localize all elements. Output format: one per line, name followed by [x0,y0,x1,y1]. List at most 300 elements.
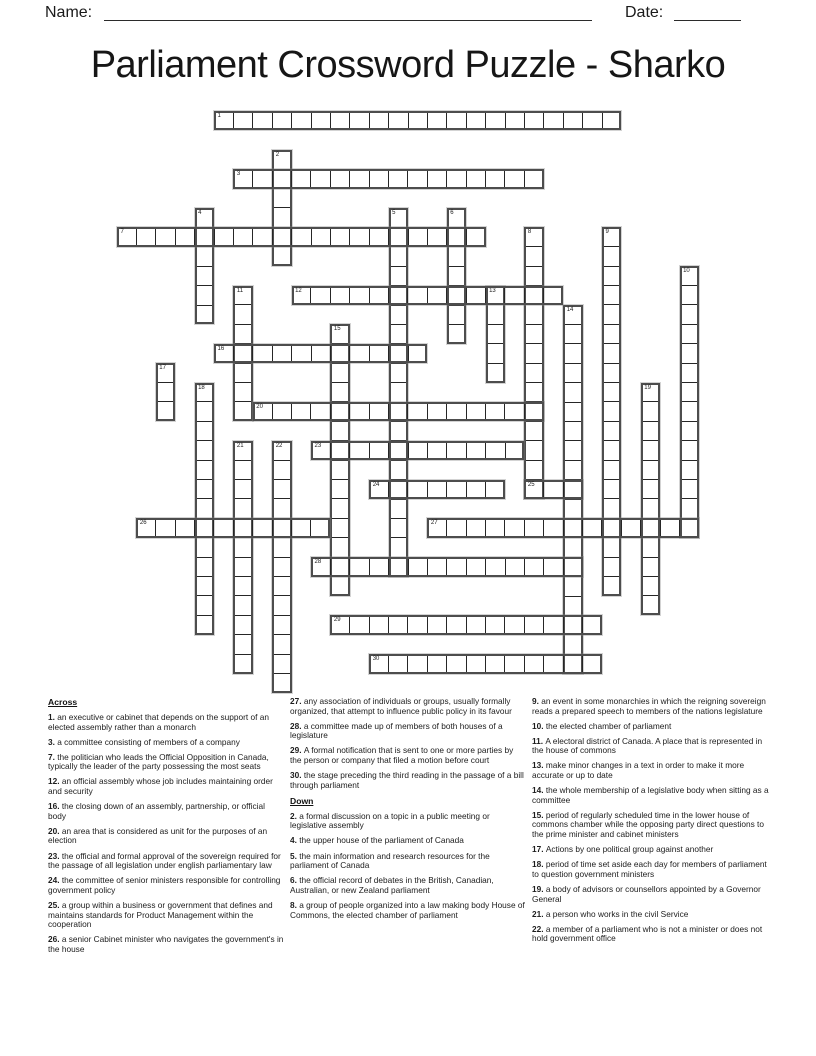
cell-divider [391,537,406,538]
cell-number: 1 [217,113,221,119]
cell-divider [543,520,544,535]
cell-divider [524,113,525,128]
cell-divider [274,576,289,577]
cell-divider [543,656,544,671]
cell-number: 16 [217,345,225,352]
cell-divider [565,402,580,403]
cell-divider [233,346,234,361]
clue-number: 3. [48,736,58,747]
cell-divider [524,656,525,671]
word-20-across[interactable] [253,402,544,421]
clue-16-across: 16. the closing down of an assembly, partnership, or official body [48,801,265,821]
clue-number: 1. [48,712,58,722]
cell-divider [155,229,156,244]
cell-divider [332,479,347,480]
cell-number: 26 [139,520,147,527]
across-heading: Across [48,697,78,707]
cell-divider [604,343,619,344]
cell-divider [427,559,428,574]
cell-divider [330,113,331,128]
cell-divider [543,482,544,497]
cell-divider [235,304,250,305]
cell-divider [407,171,408,186]
cell-divider [682,285,697,286]
cell-divider [446,288,447,303]
cell-divider [466,443,467,458]
word-2-down[interactable] [272,150,291,266]
cell-divider [582,656,583,671]
cell-divider [604,479,619,480]
cell-divider [407,288,408,303]
cell-divider [449,266,464,267]
cell-divider [388,559,389,574]
cell-divider [543,559,544,574]
clue-22-down: 22. a member of a parliament who is not a minister or does not hold government office [532,923,763,944]
cell-divider [524,404,525,419]
clue-number: 22. [532,923,546,934]
word-26-across[interactable] [136,518,330,537]
clue-number: 18. [532,859,546,870]
cell-divider [408,229,409,244]
cell-divider [466,617,467,632]
cell-divider [252,520,253,535]
cell-divider [427,482,428,497]
cell-divider [252,171,253,186]
cell-number: 23 [314,442,322,449]
cell-number: 21 [236,442,244,449]
cell-divider [291,404,292,419]
clue-15-down: 15. period of regularly scheduled time in the lower house of commons chamber while the opposing party direct questions to the prime minister and cabinet ministers [532,809,764,840]
cell-divider [388,443,389,458]
clue-23-across: 23. the official and formal approval of the sovereign required for the passage of all legislation under english parliamentary law [48,850,281,871]
cell-divider [563,656,564,671]
cell-divider [565,363,580,364]
cell-divider [485,656,486,671]
cell-number: 19 [644,384,651,391]
cell-divider [604,363,619,364]
cell-divider [505,113,506,128]
cell-divider [565,421,580,422]
cell-divider [526,363,541,364]
clue-18-down: 18. period of time set aside each day for members of parliament to question government ministers [532,859,767,879]
cell-number: 14 [566,307,574,313]
cell-divider [466,482,467,497]
cell-divider [369,617,370,632]
cell-divider [407,482,408,497]
cell-divider [604,421,619,422]
cell-number: 12 [295,287,302,294]
word-17-down[interactable] [156,363,175,421]
cell-divider [485,559,486,574]
cell-divider [485,171,486,186]
cell-divider [543,113,544,128]
cell-divider [158,401,173,402]
clue-13-down: 13. make minor changes in a text in order to make it more accurate or up to date [532,760,745,781]
cell-divider [349,171,350,186]
cell-divider [369,113,370,128]
word-24-across[interactable] [369,480,505,499]
clue-2-down: 2. a formal discussion on a topic in a public meeting or legislative assembly [290,810,490,831]
clue-number: 7. [48,751,58,762]
cell-divider [252,113,253,128]
cell-divider [643,401,658,402]
cell-divider [235,576,250,577]
clue-19-down: 19. a body of advisors or counsellors appointed by a Governor General [532,883,761,904]
cell-divider [235,479,250,480]
cell-divider [274,557,289,558]
cell-divider [349,229,350,244]
cell-divider [272,520,273,535]
word-30-across[interactable] [369,654,602,673]
cell-divider [369,559,370,574]
cell-divider [197,595,212,596]
clue-number: 17. [532,844,546,855]
cell-divider [272,346,273,361]
cell-divider [332,537,347,538]
cell-divider [194,520,195,535]
clue-8-down: 8. a group of people organized into a law making body House of Commons, the elected chamber of parliament [290,899,525,920]
cell-divider [274,673,289,674]
cell-divider [388,404,389,419]
clue-number: 9. [532,696,542,706]
cell-divider [563,520,564,535]
word-15-down[interactable] [330,324,349,596]
cell-divider [158,382,173,383]
clue-number: 21. [532,908,546,919]
cell-divider [349,404,350,419]
cell-divider [466,520,467,535]
cell-divider [197,401,212,402]
cell-divider [565,343,580,344]
cell-divider [488,324,503,325]
clue-11-down: 11. A electoral district of Canada. A place that is represented in the house of commons [532,735,763,756]
cell-divider [427,288,428,303]
cell-divider [446,404,447,419]
word-19-down[interactable] [641,383,660,616]
cell-divider [274,479,289,480]
cell-divider [543,617,544,632]
clue-number: 24. [48,875,62,886]
cell-divider [235,498,250,499]
cell-divider [332,518,347,519]
clue-number: 11. [532,735,546,746]
cell-divider [565,440,580,441]
word-21-down[interactable] [233,441,252,674]
cell-divider [175,229,176,244]
cell-divider [601,520,602,535]
clue-number: 29. [290,745,304,756]
word-8-down[interactable] [524,227,543,499]
clue-14-down: 14. the whole membership of a legislative body when sitting as a committee [532,785,769,805]
word-27-across[interactable] [427,518,699,537]
clue-number: 10. [532,720,546,731]
cell-divider [197,557,212,558]
clue-17-down: 17. Actions by one political group against another [532,844,714,855]
cell-divider [235,615,250,616]
cell-divider [274,654,289,655]
cell-divider [504,171,505,186]
word-5-down[interactable] [389,208,408,577]
cell-divider [427,113,428,128]
cell-divider [446,482,447,497]
page-title: Parliament Crossword Puzzle - Sharko [90,44,726,86]
clue-29-across: 29. A formal notification that is sent to one or more parties by the person or company that filed a motion before court [290,745,514,765]
clue-number: 15. [532,809,546,820]
cell-divider [175,520,176,535]
cell-number: 7 [120,229,124,236]
cell-divider [388,656,389,671]
cell-divider [311,346,312,361]
cell-divider [407,656,408,671]
word-12-across[interactable] [292,286,564,305]
cell-divider [272,229,273,244]
cell-number: 3 [236,171,241,178]
cell-divider [427,656,428,671]
word-10-down[interactable] [680,266,699,538]
cell-number: 18 [198,384,205,391]
cell-divider [388,617,389,632]
cell-divider [197,498,212,499]
cell-divider [349,346,350,361]
cell-divider [349,617,350,632]
clue-24-across: 24. the committee of senior ministers responsible for controlling government policy [48,875,281,895]
cell-number: 5 [392,210,396,216]
cell-divider [604,460,619,461]
cell-divider [563,113,564,128]
cell-divider [310,520,311,535]
cell-divider [235,595,250,596]
cell-divider [604,285,619,286]
cell-divider [233,520,234,535]
clue-number: 6. [290,875,300,886]
cell-divider [602,113,603,128]
clue-number: 8. [290,899,300,910]
cell-divider [643,557,658,558]
cell-divider [391,518,406,519]
cell-divider [504,520,505,535]
clue-number: 28. [290,720,304,731]
cell-divider [233,113,234,128]
clue-column-3 [532,697,769,949]
cell-divider [407,617,408,632]
cell-divider [621,520,622,535]
cell-number: 17 [159,365,166,372]
cell-divider [682,460,697,461]
cell-divider [682,479,697,480]
cell-divider [291,346,292,361]
cell-divider [604,382,619,383]
cell-divider [565,324,580,325]
word-16-across[interactable] [214,344,427,363]
cell-divider [274,460,289,461]
cell-divider [524,171,525,186]
cell-divider [349,443,350,458]
cell-divider [682,498,697,499]
cell-divider [407,404,408,419]
word-18-down[interactable] [195,383,214,635]
cell-divider [604,246,619,247]
word-28-across[interactable] [311,557,583,576]
cell-divider [311,113,312,128]
cell-number: 6 [450,210,454,216]
cell-divider [330,346,331,361]
cell-divider [504,288,505,303]
cell-divider [330,404,331,419]
clue-4-down: 4. the upper house of the parliament of Canada [290,835,464,846]
clue-7-across: 7. the politician who leads the Official Opposition in Canada, typically the leader of the party possessing the most seats [48,751,269,772]
cell-divider [526,343,541,344]
cell-divider [466,113,467,128]
cell-divider [682,343,697,344]
cell-divider [388,171,389,186]
cell-divider [526,460,541,461]
cell-divider [291,229,292,244]
cell-divider [330,229,331,244]
cell-divider [235,634,250,635]
clue-30-across: 30. the stage preceding the third reading in the passage of a bill through parliament [290,770,524,790]
cell-divider [272,404,273,419]
cell-number: 30 [372,656,380,663]
word-4-down[interactable] [195,208,214,324]
cell-divider [466,288,467,303]
cell-divider [235,382,250,383]
cell-divider [310,404,311,419]
cell-divider [526,246,541,247]
clue-27-across: 27. any association of individuals or groups, usually formally organized, that attempt to influence public policy in its favour [290,696,512,716]
clue-column-1 [48,697,285,960]
cell-divider [485,617,486,632]
cell-divider [643,421,658,422]
cell-divider [369,171,370,186]
cell-divider [446,229,447,244]
cell-divider [369,404,370,419]
cell-divider [388,482,389,497]
cell-divider [391,324,406,325]
cell-divider [233,229,234,244]
word-1-across[interactable] [214,111,621,130]
cell-number: 29 [333,617,341,624]
cell-divider [446,656,447,671]
cell-divider [427,443,428,458]
cell-divider [485,520,486,535]
cell-divider [485,113,486,128]
cell-divider [235,324,250,325]
cell-divider [391,266,406,267]
cell-divider [235,460,250,461]
cell-divider [604,576,619,577]
cell-divider [194,229,195,244]
cell-divider [643,498,658,499]
cell-divider [369,229,370,244]
cell-divider [604,440,619,441]
cell-divider [682,401,697,402]
cell-divider [446,520,447,535]
cell-divider [427,404,428,419]
cell-number: 20 [256,404,263,410]
clue-number: 19. [532,883,546,894]
cell-divider [526,266,541,267]
cell-divider [504,656,505,671]
cell-divider [197,460,212,461]
clue-number: 27. [290,696,304,706]
cell-divider [427,617,428,632]
cell-divider [197,305,212,306]
word-22-down[interactable] [272,441,291,693]
clue-number: 2. [290,810,300,821]
cell-divider [643,576,658,577]
cell-divider [640,520,641,535]
cell-divider [291,171,292,186]
cell-number: 27 [430,520,438,527]
cell-divider [235,654,250,655]
word-29-across[interactable] [330,615,602,634]
cell-divider [349,559,350,574]
cell-divider [349,113,350,128]
word-25-across[interactable] [524,480,582,499]
cell-divider [488,363,503,364]
cell-divider [682,363,697,364]
cell-divider [446,617,447,632]
cell-divider [466,171,467,186]
clue-28-across: 28. a committee made up of members of both houses of a legislature [290,720,503,741]
cell-divider [660,520,661,535]
cell-divider [330,288,331,303]
cell-divider [582,617,583,632]
cell-divider [274,634,289,635]
cell-divider [604,498,619,499]
cell-divider [565,382,580,383]
cell-divider [504,404,505,419]
cell-divider [643,595,658,596]
cell-number: 13 [489,287,496,294]
cell-divider [310,171,311,186]
cell-divider [136,229,137,244]
cell-divider [505,559,506,574]
clue-9-down: 9. an event in some monarchies in which the reigning sovereign reads a prepared speech to members of the nations legislature [532,696,766,716]
cell-divider [565,596,580,597]
cell-divider [197,576,212,577]
clue-number: 23. [48,850,62,861]
clue-12-across: 12. an official assembly whose job includes maintaining order and security [48,776,273,797]
cell-divider [252,346,253,361]
cell-divider [408,443,409,458]
word-7-across[interactable] [117,227,486,246]
word-9-down[interactable] [602,227,621,596]
cell-number: 11 [236,287,244,294]
cell-divider [388,229,389,244]
cell-divider [565,460,580,461]
word-3-across[interactable] [233,169,543,188]
cell-divider [330,171,331,186]
cell-divider [466,404,467,419]
cell-divider [274,595,289,596]
cell-divider [563,617,564,632]
cell-divider [330,443,331,458]
clue-column-2 [290,697,527,926]
cell-divider [526,324,541,325]
down-heading: Down [290,795,314,806]
cell-divider [197,440,212,441]
cell-divider [310,288,311,303]
cell-divider [604,266,619,267]
cell-divider [213,520,214,535]
cell-divider [504,617,505,632]
clue-26-across: 26. a senior Cabinet minister who navigates the government's in the house [48,934,284,954]
cell-divider [679,520,680,535]
word-23-across[interactable] [311,441,524,460]
clue-number: 12. [48,776,62,787]
clue-1-across: 1. an executive or cabinet that depends on the support of an elected assembly rather than a monarch [48,712,269,732]
